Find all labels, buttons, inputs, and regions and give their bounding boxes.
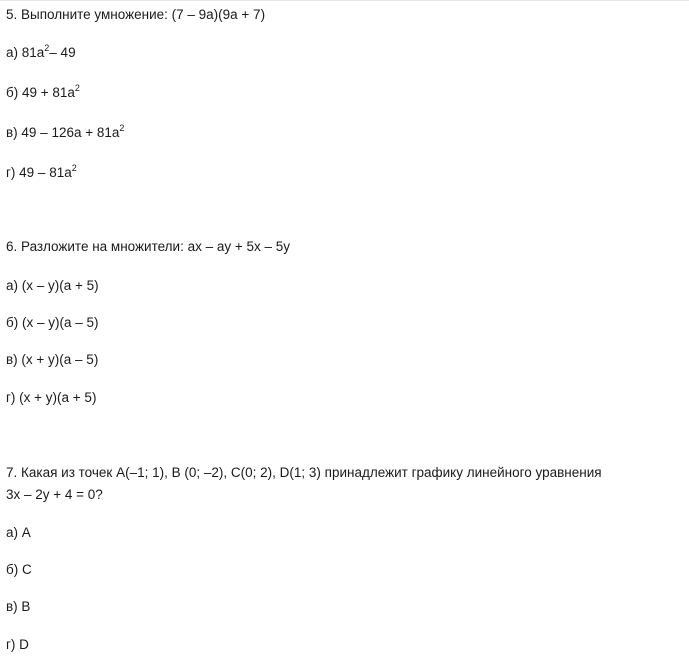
q5-option-c-text: в) 49 – 126a + 81a [6, 125, 120, 140]
q6-option-b: б) (x – y)(a – 5) [6, 315, 99, 330]
q5-option-d-exponent: 2 [71, 163, 77, 173]
q5-question: 5. Выполните умножение: (7 – 9a)(9a + 7) [6, 7, 266, 22]
top-divider [0, 0, 689, 1]
q7-option-c: в) B [6, 599, 31, 614]
q5-option-a [6, 44, 76, 62]
q5-option-b-exponent: 2 [74, 83, 80, 93]
q7-option-b: б) C [6, 562, 32, 577]
q7-option-d: г) D [6, 637, 29, 652]
q5-option-d [6, 164, 77, 182]
q5-option-b [6, 84, 80, 102]
q5-option-a-tail: – 49 [49, 45, 76, 60]
q5-option-a-exponent: 2 [44, 43, 50, 53]
q6-option-d: г) (x + y)(a + 5) [6, 390, 97, 405]
q5-option-a-text: а) 81a [6, 45, 45, 60]
q7-question-line1: 7. Какая из точек A(–1; 1), B (0; –2), C(0; 2), D(1; 3) принадлежит графику линейного уравнения [6, 465, 602, 480]
q6-option-a: а) (x – y)(a + 5) [6, 278, 99, 293]
q6-question: 6. Разложите на множители: ax – ay + 5x – 5y [6, 239, 291, 254]
q6-option-c: в) (x + y)(a – 5) [6, 352, 99, 367]
q7-option-a: а) A [6, 525, 31, 540]
q5-option-d-text: г) 49 – 81a [6, 165, 72, 180]
q5-option-c [6, 124, 124, 142]
q5-option-c-exponent: 2 [119, 123, 125, 133]
q5-option-b-text: б) 49 + 81a [6, 85, 75, 100]
q7-question-line2: 3x – 2y + 4 = 0? [6, 487, 103, 502]
